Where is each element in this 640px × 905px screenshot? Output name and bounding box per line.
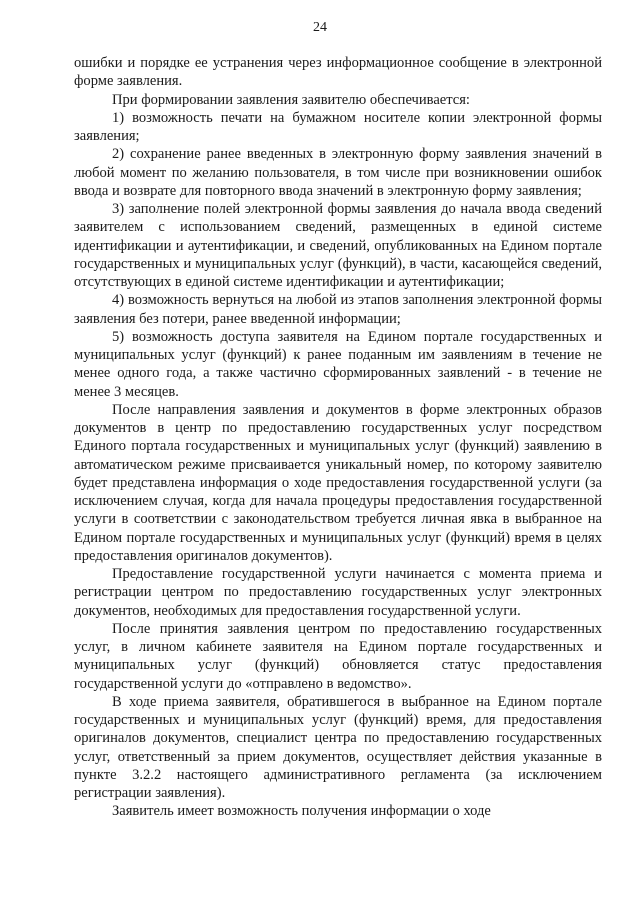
list-item: 5) возможность доступа заявителя на Едином портале государственных и муниципальных услуг (функций) к ранее поданным им заявлениям в течение не менее одного года, а также частично сформированных заявлений - в течение не менее 3 месяцев. bbox=[74, 328, 602, 400]
document-body bbox=[74, 54, 602, 821]
paragraph: Предоставление государственной услуги начинается с момента приема и регистрации центром по предоставлению государственных услуг электронных документов, необходимых для предоставления государственной услуги. bbox=[74, 566, 602, 619]
list-item: 2) сохранение ранее введенных в электронную форму заявления значений в любой момент по желанию пользователя, в том числе при возникновении ошибок ввода и возврате для повторного ввода значений в электронную форму заявления; bbox=[74, 146, 602, 199]
list-item: 4) возможность вернуться на любой из этапов заполнения электронной формы заявления без потери, ранее введенной информации; bbox=[74, 292, 602, 327]
paragraph: После принятия заявления центром по предоставлению государственных услуг, в личном кабинете заявителя на Едином портале государственных и муниципальных услуг (функций) обновляется статус предоставления государственной услуги до «отправлено в ведомство». bbox=[74, 620, 602, 692]
list-item: 1) возможность печати на бумажном носителе копии электронной формы заявления; bbox=[74, 109, 602, 144]
paragraph: После направления заявления и документов в форме электронных образов документов в центр по предоставлению государственных услуг посредством Единого портала государственных и муниципальных услуг (функций) заявлению в автоматическом режиме присваивается уникальный номер, по которому заявителю будет представлена информация о ходе предоставления государственной услуги (за исключением случая, когда для начала процедуры предоставления государственной услуги в соответствии с законодательством требуется личная явка в выбранное на Едином портале государственных и муниципальных услуг (функций) время в целях предоставления оригиналов документов). bbox=[74, 401, 602, 564]
page-number: 24 bbox=[313, 20, 327, 35]
paragraph: При формировании заявления заявителю обеспечивается: bbox=[112, 91, 470, 108]
paragraph: ошибки и порядке ее устранения через информационное сообщение в электронной форме заявления. bbox=[74, 55, 602, 90]
list-item: 3) заполнение полей электронной формы заявления до начала ввода сведений заявителем с использованием сведений, размещенных в единой системе идентификации и аутентификации, и сведений, опубликованных на Едином портале государственных и муниципальных услуг (функций), в части, касающейся сведений, отсутствующих в единой системе идентификации и аутентификации; bbox=[74, 201, 602, 290]
paragraph: В ходе приема заявителя, обратившегося в выбранное на Едином портале государственных и муниципальных услуг (функций) время, для предоставления оригиналов документов, специалист центра по предоставлению государственных услуг, ответственный за прием документов, осуществляет действия указанные в пункте 3.2.2 настоящего административного регламента (за исключением регистрации заявления). bbox=[74, 693, 602, 801]
paragraph: Заявитель имеет возможность получения информации о ходе bbox=[112, 803, 491, 820]
